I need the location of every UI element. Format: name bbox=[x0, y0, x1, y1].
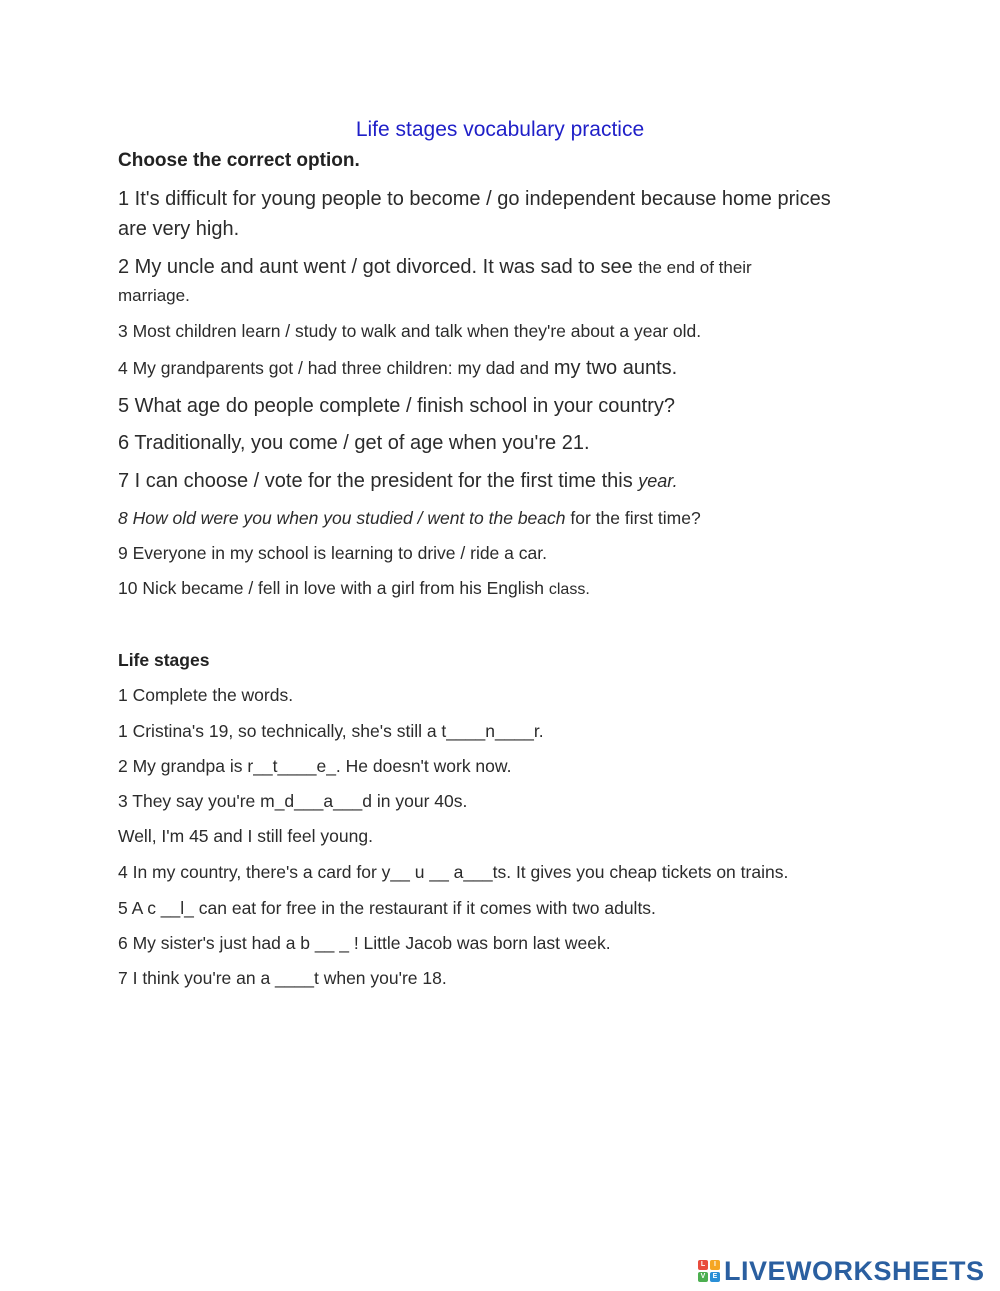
item-5: 5 What age do people complete / finish school in your country? bbox=[118, 395, 675, 417]
word-item-5: 5 A c __l_ can eat for free in the restaurant if it comes with two adults. bbox=[118, 898, 656, 918]
word-item-3: 3 They say you're m_d___a___d in your 40s. bbox=[118, 791, 468, 811]
instruction-line: 1 Complete the words. bbox=[118, 685, 294, 705]
liveworksheets-logo bbox=[698, 1255, 985, 1287]
item-8-text-italic: 8 How old were you when you studied / went to the beach bbox=[118, 508, 571, 528]
word-item-1: 1 Cristina's 19, so technically, she's still a t____n____r. bbox=[118, 721, 544, 741]
item-6: 6 Traditionally, you come / get of age when you're 21. bbox=[118, 432, 590, 454]
item-10-text: 10 Nick became / fell in love with a girl from his English bbox=[118, 578, 549, 598]
item-10-text-small: class. bbox=[548, 581, 590, 598]
logo-mark-letter: E bbox=[710, 1272, 720, 1282]
item-1-line-2: are very high. bbox=[118, 218, 240, 240]
item-9: 9 Everyone in my school is learning to drive / ride a car. bbox=[118, 543, 547, 563]
item-4-text: 4 My grandparents got / had three children: my dad and bbox=[118, 358, 554, 378]
item-2-text: 2 My uncle and aunt went / got divorced. It was sad to see bbox=[118, 256, 639, 278]
page-title: Life stages vocabulary practice bbox=[355, 118, 645, 141]
word-item-3-cont: Well, I'm 45 and I still feel young. bbox=[118, 826, 373, 846]
item-2-line-2: marriage. bbox=[118, 286, 190, 305]
word-item-2: 2 My grandpa is r__t____e_. He doesn't work now. bbox=[118, 756, 512, 776]
item-8-text: for the first time? bbox=[570, 508, 701, 528]
item-7-text-italic: year. bbox=[638, 471, 678, 491]
section-heading-choose: Choose the correct option. bbox=[118, 150, 360, 171]
logo-mark-letter: L bbox=[698, 1260, 708, 1270]
logo-text: LIVEWORKSHEETS bbox=[724, 1255, 985, 1286]
logo-mark-letter: V bbox=[698, 1272, 708, 1282]
item-10 bbox=[118, 578, 590, 599]
item-8 bbox=[118, 508, 701, 529]
word-item-7: 7 I think you're an a ____t when you're 18. bbox=[118, 968, 447, 988]
item-3: 3 Most children learn / study to walk and talk when they're about a year old. bbox=[118, 321, 702, 341]
item-1-line-1: 1 It's difficult for young people to become / go independent because home prices bbox=[118, 188, 831, 210]
item-2-line-1 bbox=[118, 256, 752, 279]
logo-mark-letter: I bbox=[710, 1260, 720, 1270]
word-item-4: 4 In my country, there's a card for y__ u __ a___ts. It gives you cheap tickets on trains. bbox=[118, 862, 789, 882]
section-heading-life-stages: Life stages bbox=[118, 650, 210, 670]
item-7-text: 7 I can choose / vote for the president for the first time this bbox=[118, 470, 639, 492]
item-7 bbox=[118, 470, 678, 493]
item-4-text-large: my two aunts. bbox=[553, 357, 678, 379]
word-item-6: 6 My sister's just had a b __ _ ! Little Jacob was born last week. bbox=[118, 933, 611, 953]
item-4 bbox=[118, 357, 677, 380]
item-2-text-small: the end of their bbox=[638, 258, 752, 277]
logo-mark-icon bbox=[698, 1260, 720, 1282]
